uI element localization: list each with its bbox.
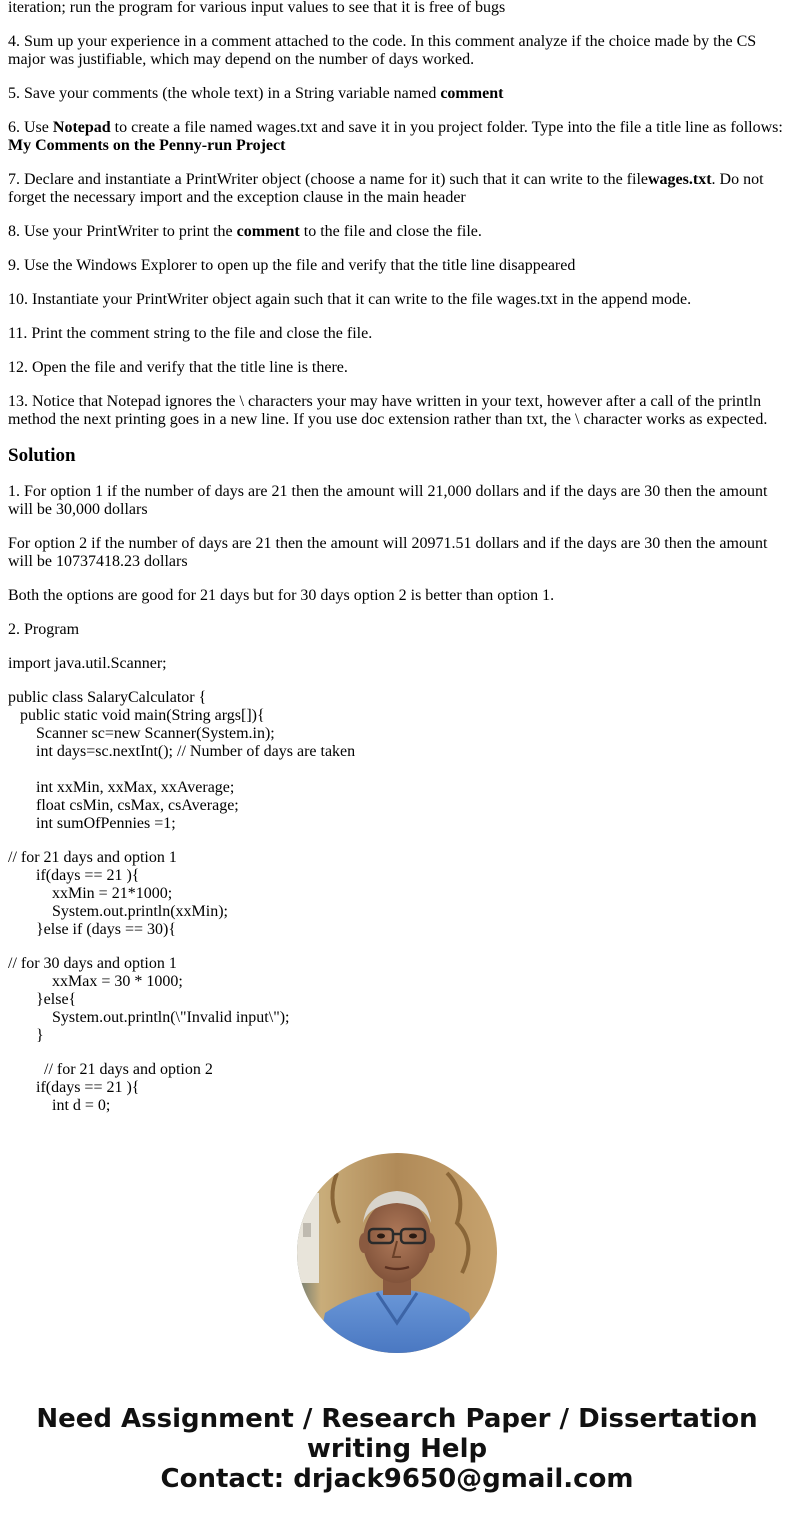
step-6-bold-title: My Comments on the Penny-run Project (8, 137, 286, 154)
step-5 (8, 85, 788, 103)
solution-para-1: 1. For option 1 if the number of days are 21 then the amount will 21,000 dollars and if the days are 30 then the amount will be 30,000 dollars (8, 483, 768, 518)
footer-ad (0, 1404, 794, 1494)
solution-import: import java.util.Scanner; (8, 655, 167, 672)
step-8-text-post: to the file and close the file. (299, 223, 482, 240)
step-7-text: 7. Declare and instantiate a PrintWriter object (choose a name for it) such that it can write to the file (8, 171, 648, 188)
code-line: int xxMin, xxMax, xxAverage; (8, 779, 235, 796)
step-7-bold: wages.txt (648, 171, 712, 188)
footer-line-1: Need Assignment / Research Paper / Dissertation (36, 1404, 758, 1434)
step-13: 13. Notice that Notepad ignores the \ characters your may have written in your text, however after a call of the println method the next printing goes in a new line. If you use doc extension rather than txt, the \ character works as expected. (8, 393, 768, 428)
code-line: xxMax = 30 * 1000; (8, 973, 183, 990)
author-avatar (297, 1153, 497, 1353)
code-line: }else if (days == 30){ (8, 921, 177, 938)
step-8-text: 8. Use your PrintWriter to print the (8, 223, 237, 240)
code-line: int d = 0; (8, 1097, 111, 1114)
solution-para-4: 2. Program (8, 621, 80, 638)
step-6-text: 6. Use (8, 119, 53, 136)
step-10: 10. Instantiate your PrintWriter object again such that it can write to the file wages.txt in the append mode. (8, 291, 692, 308)
step-5-bold: comment (440, 85, 504, 102)
step-7-text-post: . Do not forget the necessary import and the exception clause in the main header (8, 171, 764, 206)
step-8 (8, 223, 788, 241)
step-7 (8, 171, 788, 207)
step-8-bold: comment (236, 223, 300, 240)
code-line: System.out.println(xxMin); (8, 903, 228, 920)
step-4: 4. Sum up your experience in a comment attached to the code. In this comment analyze if the choice made by the CS major was justifiable, which may depend on the number of days worked. (8, 33, 757, 68)
code-blank-line (8, 761, 788, 779)
code-line: Scanner sc=new Scanner(System.in); (8, 725, 275, 742)
code-line: if(days == 21 ){ (8, 1079, 140, 1096)
step-6 (8, 119, 788, 155)
code-line: int sumOfPennies =1; (8, 815, 176, 832)
code-line: public static void main(String args[]){ (8, 707, 265, 724)
solution-para-2: For option 2 if the number of days are 21 then the amount will 20971.51 dollars and if the days are 30 then the amount will be 10737418.23 dollars (8, 535, 768, 570)
step-9: 9. Use the Windows Explorer to open up the file and verify that the title line disappeared (8, 257, 576, 274)
person-photo-icon (297, 1153, 497, 1353)
code-line: System.out.println(\"Invalid input\"); (8, 1009, 290, 1026)
solution-heading: Solution (8, 445, 76, 466)
step-11: 11. Print the comment string to the file and close the file. (8, 325, 373, 342)
code-gap (8, 939, 788, 955)
code-gap (8, 1045, 788, 1061)
code-line: float csMin, csMax, csAverage; (8, 797, 239, 814)
code-line: }else{ (8, 991, 77, 1008)
step-12: 12. Open the file and verify that the title line is there. (8, 359, 348, 376)
step-6-text-mid: to create a file named wages.txt and save it in you project folder. Type into the file a title line as follows: (110, 119, 783, 136)
intro-line: iteration; run the program for various input values to see that it is free of bugs (8, 0, 506, 16)
code-line: public class SalaryCalculator { (8, 689, 207, 706)
code-block (8, 689, 788, 1115)
step-5-text: 5. Save your comments (the whole text) in a String variable named (8, 85, 441, 102)
document-content (8, 0, 788, 1115)
solution-para-3: Both the options are good for 21 days but for 30 days option 2 is better than option 1. (8, 587, 555, 604)
code-line: // for 30 days and option 1 (8, 955, 177, 972)
code-line: // for 21 days and option 1 (8, 849, 177, 866)
code-line: } (8, 1027, 44, 1044)
code-line: if(days == 21 ){ (8, 867, 140, 884)
code-line: // for 21 days and option 2 (8, 1061, 213, 1078)
code-line: xxMin = 21*1000; (8, 885, 173, 902)
code-gap (8, 833, 788, 849)
code-line: int days=sc.nextInt(); // Number of days are taken (8, 743, 356, 760)
step-6-bold-notepad: Notepad (52, 119, 111, 136)
footer-contact: Contact: drjack9650@gmail.com (160, 1464, 634, 1494)
footer-line-2: writing Help (306, 1434, 488, 1464)
